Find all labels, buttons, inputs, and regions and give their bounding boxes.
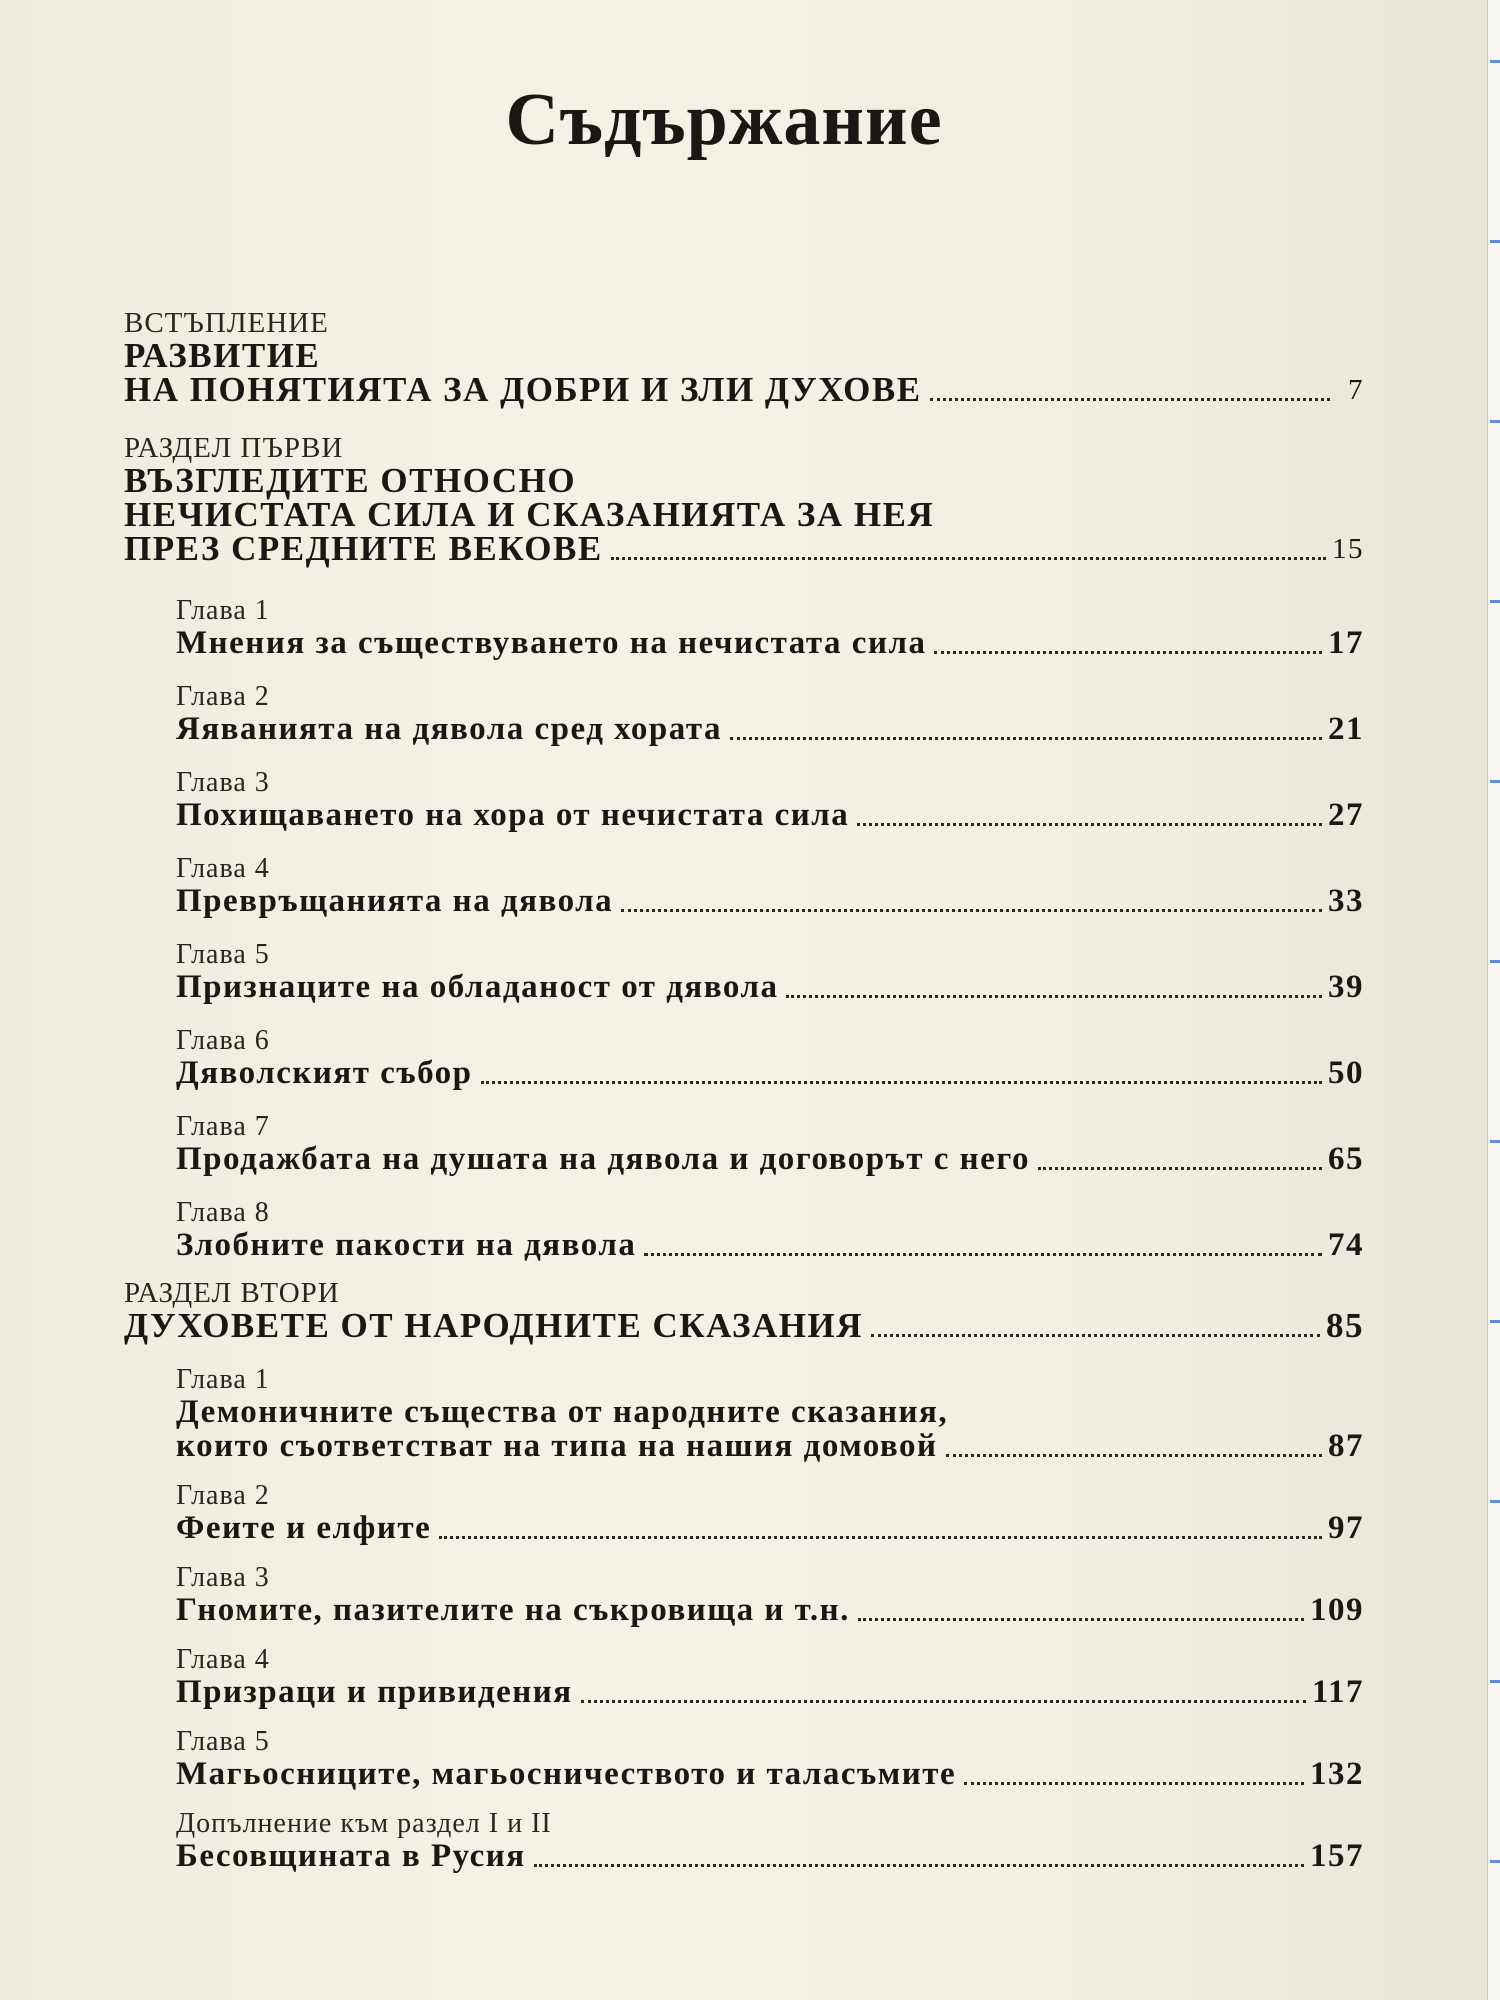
- chapter-label: Глава 7: [176, 1111, 270, 1142]
- chapter-label: Глава 1: [176, 595, 270, 626]
- chapter-label: Глава 1: [176, 1364, 270, 1395]
- leader-dots: [439, 1535, 1322, 1539]
- toc-chapter[interactable]: [176, 1645, 1364, 1709]
- toc-chapter[interactable]: [176, 682, 1364, 746]
- part1-title-line2: НЕЧИСТАТА СИЛА И СКАЗАНИЯТА ЗА НЕЯ: [124, 495, 935, 534]
- intro-row[interactable]: [124, 370, 1364, 409]
- page-number: 132: [1310, 1756, 1364, 1792]
- chapter-label: Глава 2: [176, 1480, 270, 1511]
- leader-dots: [611, 556, 1326, 560]
- toc-chapter[interactable]: [176, 1563, 1364, 1627]
- leader-dots: [534, 1863, 1304, 1867]
- page-number: 109: [1310, 1592, 1364, 1628]
- part1-label: РАЗДЕЛ ПЪРВИ: [124, 432, 344, 464]
- leader-dots: [581, 1699, 1306, 1703]
- page-number: 65: [1328, 1141, 1364, 1177]
- chapter-title: Превръщанията на дявола: [176, 883, 614, 919]
- leader-dots: [481, 1080, 1322, 1084]
- leader-dots: [786, 994, 1322, 998]
- page-number: 7: [1348, 374, 1364, 406]
- page-number: 50: [1328, 1055, 1364, 1091]
- chapter-label: Глава 2: [176, 681, 270, 712]
- leader-dots: [857, 822, 1322, 826]
- part2-row[interactable]: [124, 1306, 1364, 1345]
- toc-part1: [124, 433, 1364, 566]
- page-number: 39: [1328, 969, 1364, 1005]
- chapter-title: Дяволският събор: [176, 1055, 473, 1091]
- chapter-label: Глава 5: [176, 1726, 270, 1757]
- page-number: 74: [1328, 1227, 1364, 1263]
- toc-chapter[interactable]: [176, 1112, 1364, 1176]
- page-title: Съдържание: [505, 79, 943, 161]
- toc-chapter[interactable]: [176, 1481, 1364, 1545]
- toc-chapter[interactable]: [176, 1198, 1364, 1262]
- notebook-edge: [1487, 0, 1500, 2000]
- toc-chapter[interactable]: [176, 768, 1364, 832]
- page-number: 21: [1328, 711, 1364, 747]
- part2-title: ДУХОВЕТЕ ОТ НАРОДНИТЕ СКАЗАНИЯ: [124, 1306, 864, 1345]
- toc-chapter[interactable]: [176, 1727, 1364, 1791]
- chapter-title: Признаците на обладаност от дявола: [176, 969, 779, 1005]
- page-number: 97: [1328, 1510, 1364, 1546]
- chapter-label: Глава 5: [176, 939, 270, 970]
- page-number: 85: [1326, 1306, 1364, 1345]
- page-number: 15: [1332, 533, 1364, 565]
- page-number: 17: [1328, 625, 1364, 661]
- chapter-title: Продажбата на душата на дявола и договорът с него: [176, 1141, 1030, 1177]
- chapter-title: Похищаването на хора от нечистата сила: [176, 797, 850, 833]
- chapter-title: които съответстват на типа на нашия домовой: [176, 1428, 938, 1464]
- appendix-title: Бесовщината в Русия: [176, 1838, 526, 1874]
- toc-intro: [124, 308, 1364, 407]
- toc-chapter[interactable]: [176, 854, 1364, 918]
- toc-chapter[interactable]: [176, 940, 1364, 1004]
- intro-label: ВСТЪПЛЕНИЕ: [124, 307, 329, 339]
- chapter-label: Глава 6: [176, 1025, 270, 1056]
- toc-chapter[interactable]: [176, 1026, 1364, 1090]
- chapter-title: Гномите, пазителите на съкровища и т.н.: [176, 1592, 850, 1628]
- table-of-contents: [124, 308, 1364, 1873]
- leader-dots: [946, 1453, 1322, 1457]
- page-number: 33: [1328, 883, 1364, 919]
- chapter-label: Глава 3: [176, 1562, 270, 1593]
- intro-title-line1: РАЗВИТИЕ: [124, 336, 321, 375]
- page-number: 87: [1328, 1428, 1364, 1464]
- leader-dots: [621, 908, 1322, 912]
- chapter-title: Мнения за съществуването на нечистата сила: [176, 625, 927, 661]
- intro-title-line2: НА ПОНЯТИЯТА ЗА ДОБРИ И ЗЛИ ДУХОВЕ: [124, 370, 922, 409]
- toc-part2: [124, 1278, 1364, 1343]
- leader-dots: [858, 1617, 1304, 1621]
- appendix-label: Допълнение към раздел I и II: [176, 1808, 552, 1839]
- page-number: 157: [1310, 1838, 1364, 1874]
- leader-dots: [730, 736, 1322, 740]
- leader-dots: [934, 650, 1322, 654]
- chapter-title: Магьосниците, магьосничеството и таласъмите: [176, 1756, 957, 1792]
- chapter-title: Яяванията на дявола сред хората: [176, 711, 722, 747]
- toc-appendix[interactable]: [176, 1809, 1364, 1873]
- leader-dots: [644, 1252, 1322, 1256]
- part2-label: РАЗДЕЛ ВТОРИ: [124, 1277, 340, 1309]
- chapter-title: Феите и елфите: [176, 1510, 432, 1546]
- toc-chapter[interactable]: [176, 596, 1364, 660]
- page-number: 27: [1328, 797, 1364, 833]
- part1-title-line3: ПРЕЗ СРЕДНИТЕ ВЕКОВЕ: [124, 529, 603, 568]
- leader-dots: [930, 397, 1330, 401]
- chapter-label: Глава 4: [176, 1644, 270, 1675]
- leader-dots: [964, 1781, 1304, 1785]
- chapter-label: Глава 3: [176, 767, 270, 798]
- leader-dots: [871, 1333, 1320, 1337]
- part1-title-line1: ВЪЗГЛЕДИТЕ ОТНОСНО: [124, 461, 577, 500]
- chapter-title-line1: Демоничните същества от народните сказания,: [176, 1394, 949, 1430]
- chapter-label: Глава 8: [176, 1197, 270, 1228]
- chapter-title: Злобните пакости на дявола: [176, 1227, 637, 1263]
- part1-row[interactable]: [124, 529, 1364, 568]
- page-number: 117: [1311, 1674, 1364, 1710]
- leader-dots: [1038, 1166, 1322, 1170]
- chapter-title: Призраци и привидения: [176, 1674, 573, 1710]
- toc-chapter[interactable]: [176, 1365, 1364, 1463]
- chapter-label: Глава 4: [176, 853, 270, 884]
